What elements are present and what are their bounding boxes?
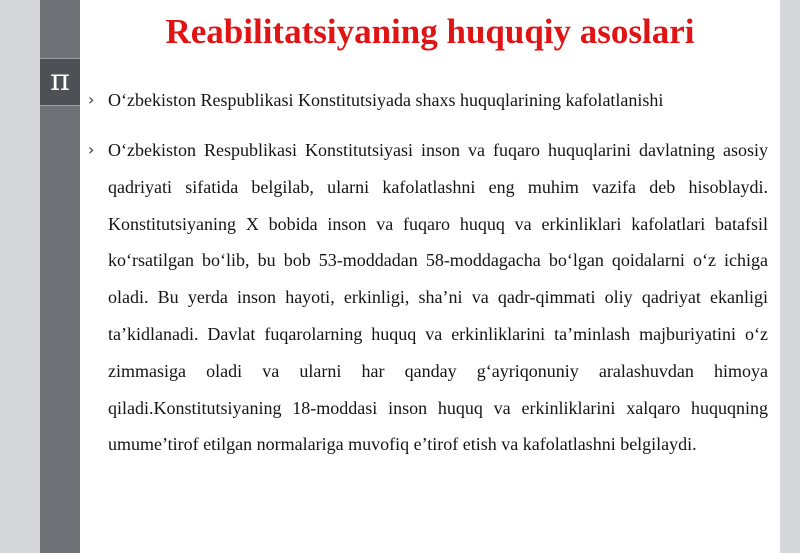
pi-icon: π [50,63,70,98]
bullet-text: O‘zbekiston Respublikasi Konstitutsiyasi inson va fuqaro huquqlarini davlatning asosiy qadriyati sifatida belgilab, ularni kafolatlashni eng muhim vazifa deb hisoblaydi. Konstitutsiyaning X bobida inson va fuqaro huquq va erkinliklari kafolatlari batafsil ko‘rsatilgan bo‘lib, bu bob 53-moddadan 58-moddagacha bo‘lgan qoidalarni o‘z ichiga oladi. Bu yerda inson hayoti, erkinligi, sha’ni va qadr-qimmati oliy qadriyat ekanligi ta’kidlanadi. Davlat fuqarolarning huquq va erkinliklarini ta’minlash majburiyatini o‘z zimmasiga oladi va ularni har qanday g‘ayriqonuniy aralashuvdan himoya qiladi.Konstitutsiyaning 18-moddasi inson huquq va erkinliklarini xalqaro huquqning umume’tirof etilgan normalariga muvofiq e’tirof etish va kafolatlashni belgilaydi. [108,140,768,455]
bullet-list [88,82,768,463]
left-decorative-band [0,0,40,553]
slide-title: Reabilitatsiyaning huquqiy asoslari [165,12,695,51]
pi-badge [40,58,80,106]
right-decorative-band [780,0,800,553]
bullet-item [88,82,768,118]
bullet-chevron-icon: › [88,90,95,109]
bullet-text: O‘zbekiston Respublikasi Konstitutsiyada shaxs huquqlarining kafolatlanishi [108,90,664,110]
bullet-chevron-icon: › [88,140,95,159]
bullet-item [88,132,768,463]
